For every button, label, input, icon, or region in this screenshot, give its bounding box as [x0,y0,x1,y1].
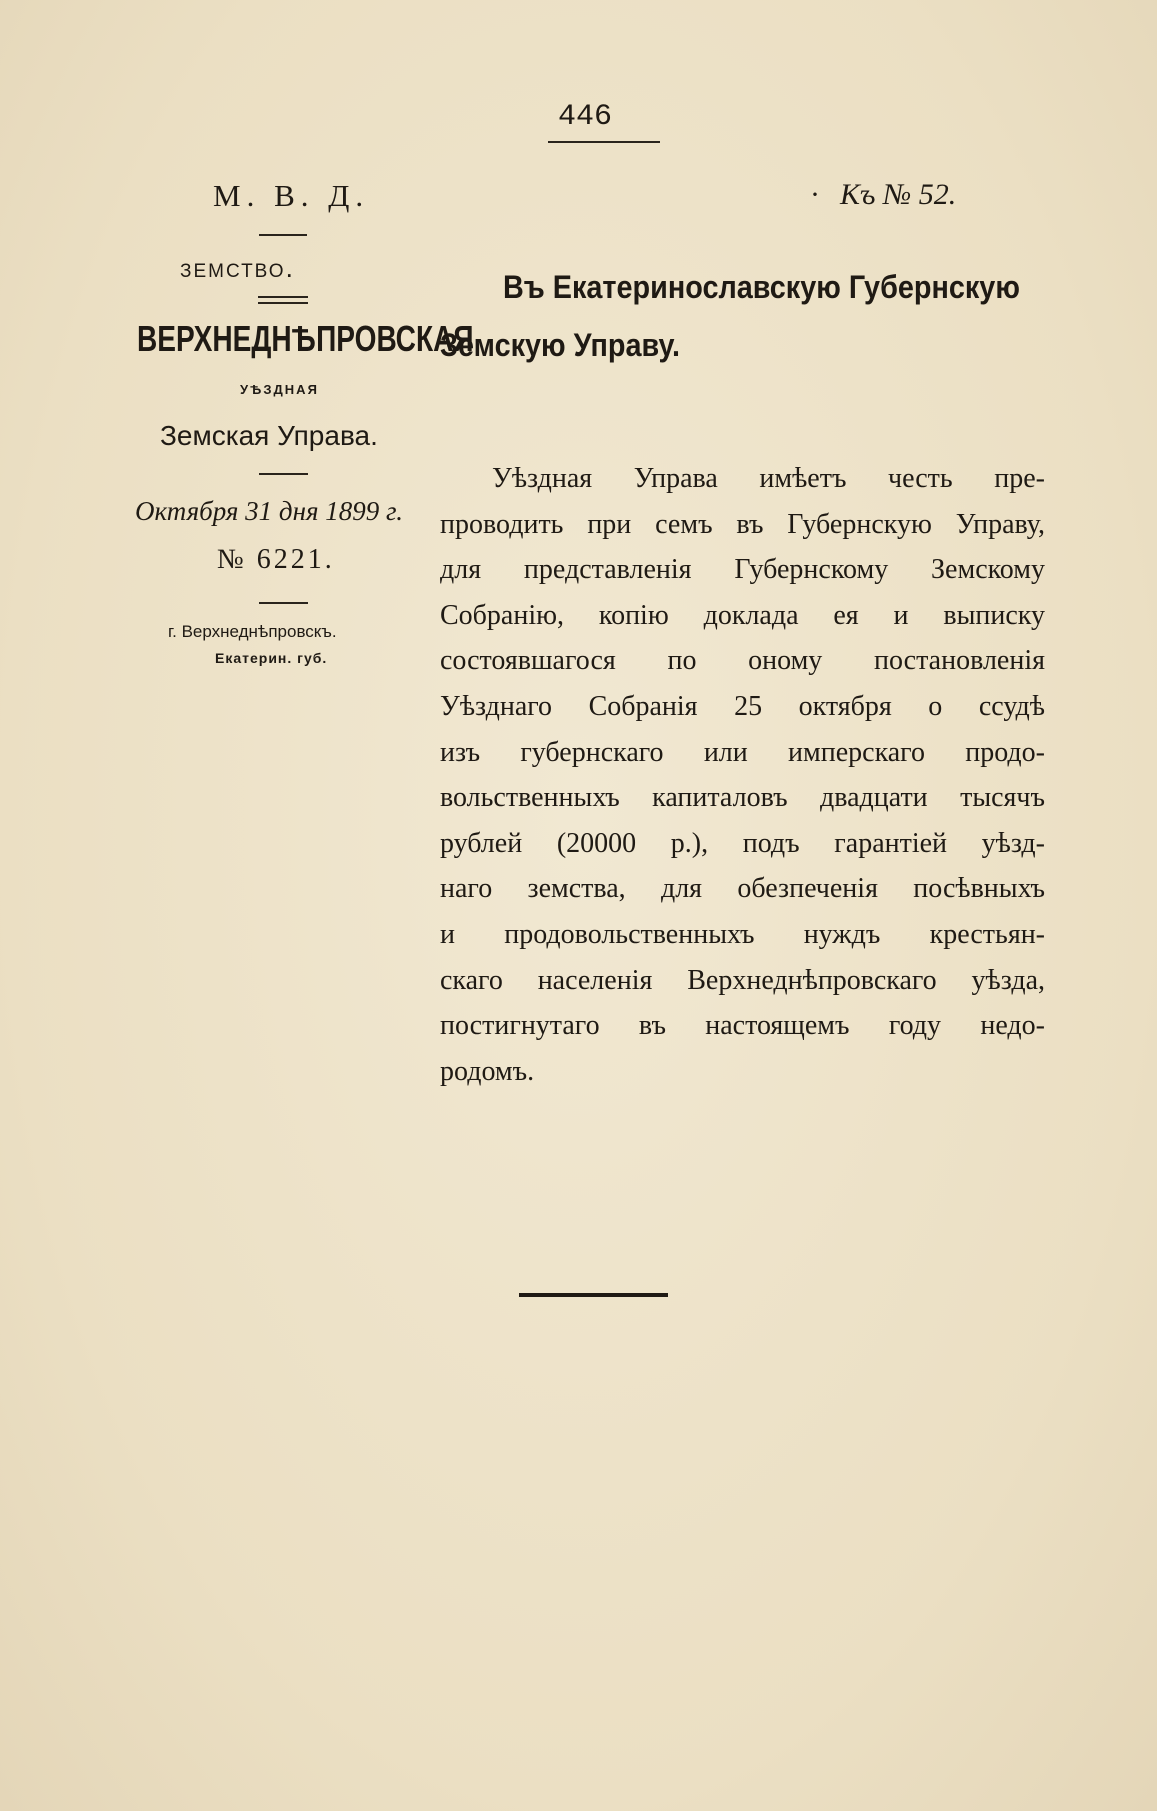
body-line: Уѣздная Управа имѣетъ честь пре- [492,463,1045,494]
addressee [440,258,1020,374]
body-line: наго земства, для обезпеченія посѣвныхъ [440,873,1045,905]
addressee-line-2: Земскую Управу. [440,327,680,363]
letter-date: Октября 31 дня 1899 г. [135,496,403,526]
province-name: Екатерин. губ. [215,650,328,666]
body-line: скаго населенія Верхнеднѣпровскаго уѣзда, [440,964,1045,996]
page-number: 446 [557,100,612,134]
town-name: г. Верхнеднѣпровскъ. [168,622,337,641]
body-line: проводить при семъ въ Губернскую Управу, [440,508,1045,540]
zemstvo-double-rule-bottom [258,302,308,304]
body-line: для представленія Губернскому Земскому [440,554,1045,586]
number-rule [259,602,308,604]
reference-number-text: Къ № 52. [840,178,957,211]
body-line: вольственныхъ капиталовъ двадцати тысячъ [440,782,1045,814]
body-line: родомъ. [440,1055,535,1087]
body-line: Уѣзднаго Собранія 25 октября о ссудѣ [440,690,1045,722]
zemstvo-heading: земство. [180,253,295,283]
body-line: постигнутаго въ настоящемъ году недо- [440,1010,1045,1042]
page-number-rule [548,141,660,143]
letter-body [440,456,1045,1094]
addressee-line-1: Въ Екатеринославскую Губернскую [503,269,1020,305]
body-line: Собранію, копію доклада ея и выписку [440,599,1045,631]
reference-number: · Къ № 52. [810,178,957,211]
board-rule [259,473,308,475]
ministry-abbreviation: М. В. Д. [213,178,370,213]
district-type: УѢЗДНАЯ [240,382,319,397]
body-line: рублей (20000 р.), подъ гарантіей уѣзд- [440,827,1045,859]
ministry-rule [259,234,307,236]
outgoing-number: № 6221. [217,544,335,575]
end-rule [519,1293,668,1297]
body-line: и продовольственныхъ нуждъ крестьян- [440,918,1045,950]
board-name: Земская Управа. [160,420,378,451]
body-line: состоявшагося по оному постановленія [440,645,1045,677]
zemstvo-double-rule-top [258,296,308,298]
district-name: ВЕРХНЕДНѢПРОВСКАЯ [137,318,474,359]
body-line: изъ губернскаго или имперскаго продо- [440,736,1045,768]
